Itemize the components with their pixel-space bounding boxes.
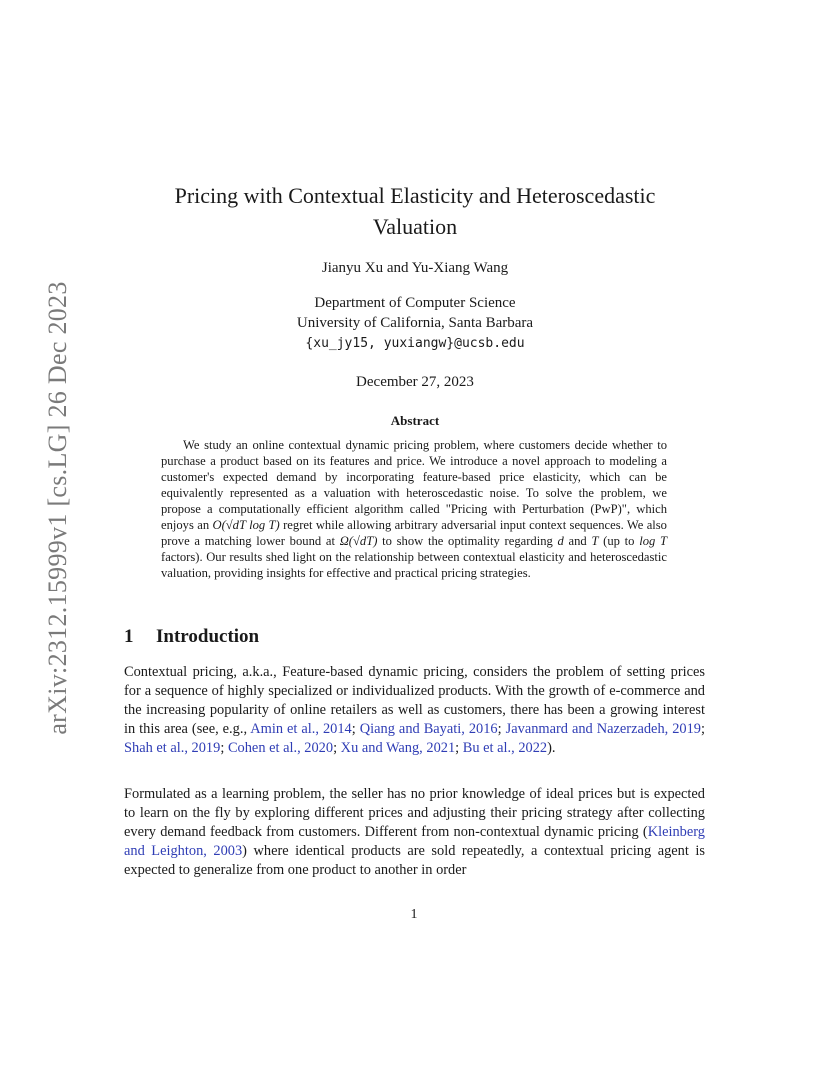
citation-link[interactable]: Kleinberg and Leighton, 2003 (124, 824, 705, 859)
title-line-2: Valuation (372, 214, 458, 239)
section-heading-introduction (124, 626, 259, 648)
math-log-t: log T (639, 534, 668, 548)
math-d: d (557, 534, 564, 548)
section-title: Introduction (156, 626, 260, 647)
section-number: 1 (124, 626, 134, 647)
abstract-text: We study an online contextual dynamic pricing problem, where customers decide whether to purchase a product based on its features and price. We introduce a novel approach to modeling a customer's expected demand by incorporating feature-based price elasticity, which can be equivalently represented as a valuation with heteroscedastic noise. To solve the problem, we propose a computationally efficient algorithm called "Pricing with Perturbation (PwP)", which enjoys an O(√dT log T) regret while allowing arbitrary adversarial input context sequences. We also prove a matching lower bound at Ω(√dT) to show the optimality regarding d and T (up to log T factors). Our results shed light on the relationship between contextual elasticity and heteroscedastic valuation, providing insights for effective and practical pricing strategies. (161, 438, 668, 580)
math-t: T (591, 534, 599, 548)
author-list: Jianyu Xu and Yu-Xiang Wang (321, 260, 509, 276)
intro-paragraph-1: Contextual pricing, a.k.a., Feature-based dynamic pricing, considers the problem of setting prices for a sequence of highly specialized or individualized products. With the growth of e-commerce and the increasing popularity of online retailers as well as customers, there has been a growing interest in this area (see, e.g., Amin et al., 2014; Qiang and Bayati, 2016; Javanmard and Nazerzadeh, 2019; Shah et al., 2019; Cohen et al., 2020; Xu and Wang, 2021; Bu et al., 2022). (124, 664, 706, 756)
intro-paragraph-2: Formulated as a learning problem, the seller has no prior knowledge of ideal prices but is expected to learn on the fly by exploring different prices and adjusting their pricing strategy after collecting every demand feedback from customers. Different from non-contextual dynamic pricing (Kleinberg and Leighton, 2003) where identical products are sold repeatedly, a contextual pricing agent is expected to generalize from one product to another in order (124, 786, 705, 878)
paper-title (120, 180, 710, 242)
citation-link[interactable]: Qiang and Bayati, 2016 (359, 721, 498, 737)
citation-link[interactable]: Bu et al., 2022 (462, 740, 548, 756)
citation-link[interactable]: Xu and Wang, 2021 (340, 740, 456, 756)
author-email: {xu_jy15, yuxiangw}@ucsb.edu (305, 336, 525, 351)
department: Department of Computer Science (314, 295, 516, 311)
affiliation-block (120, 293, 710, 354)
arxiv-identifier-stamp: arXiv:2312.15999v1 [cs.LG] 26 Dec 2023 (43, 281, 72, 735)
title-line-1: Pricing with Contextual Elasticity and Heteroscedastic (174, 183, 656, 208)
math-upper-bound: O(√dT log T) (212, 518, 280, 532)
abstract-heading: Abstract (390, 413, 440, 428)
citation-link[interactable]: Cohen et al., 2020 (227, 740, 334, 756)
university: University of California, Santa Barbara (296, 315, 534, 331)
citation-link[interactable]: Shah et al., 2019 (124, 740, 221, 756)
math-lower-bound: Ω(√dT) (339, 534, 378, 548)
page-number: 1 (410, 907, 418, 922)
paper-date: December 27, 2023 (356, 374, 474, 390)
citation-link[interactable]: Javanmard and Nazerzadeh, 2019 (505, 721, 702, 737)
citation-link[interactable]: Amin et al., 2014 (250, 721, 352, 737)
